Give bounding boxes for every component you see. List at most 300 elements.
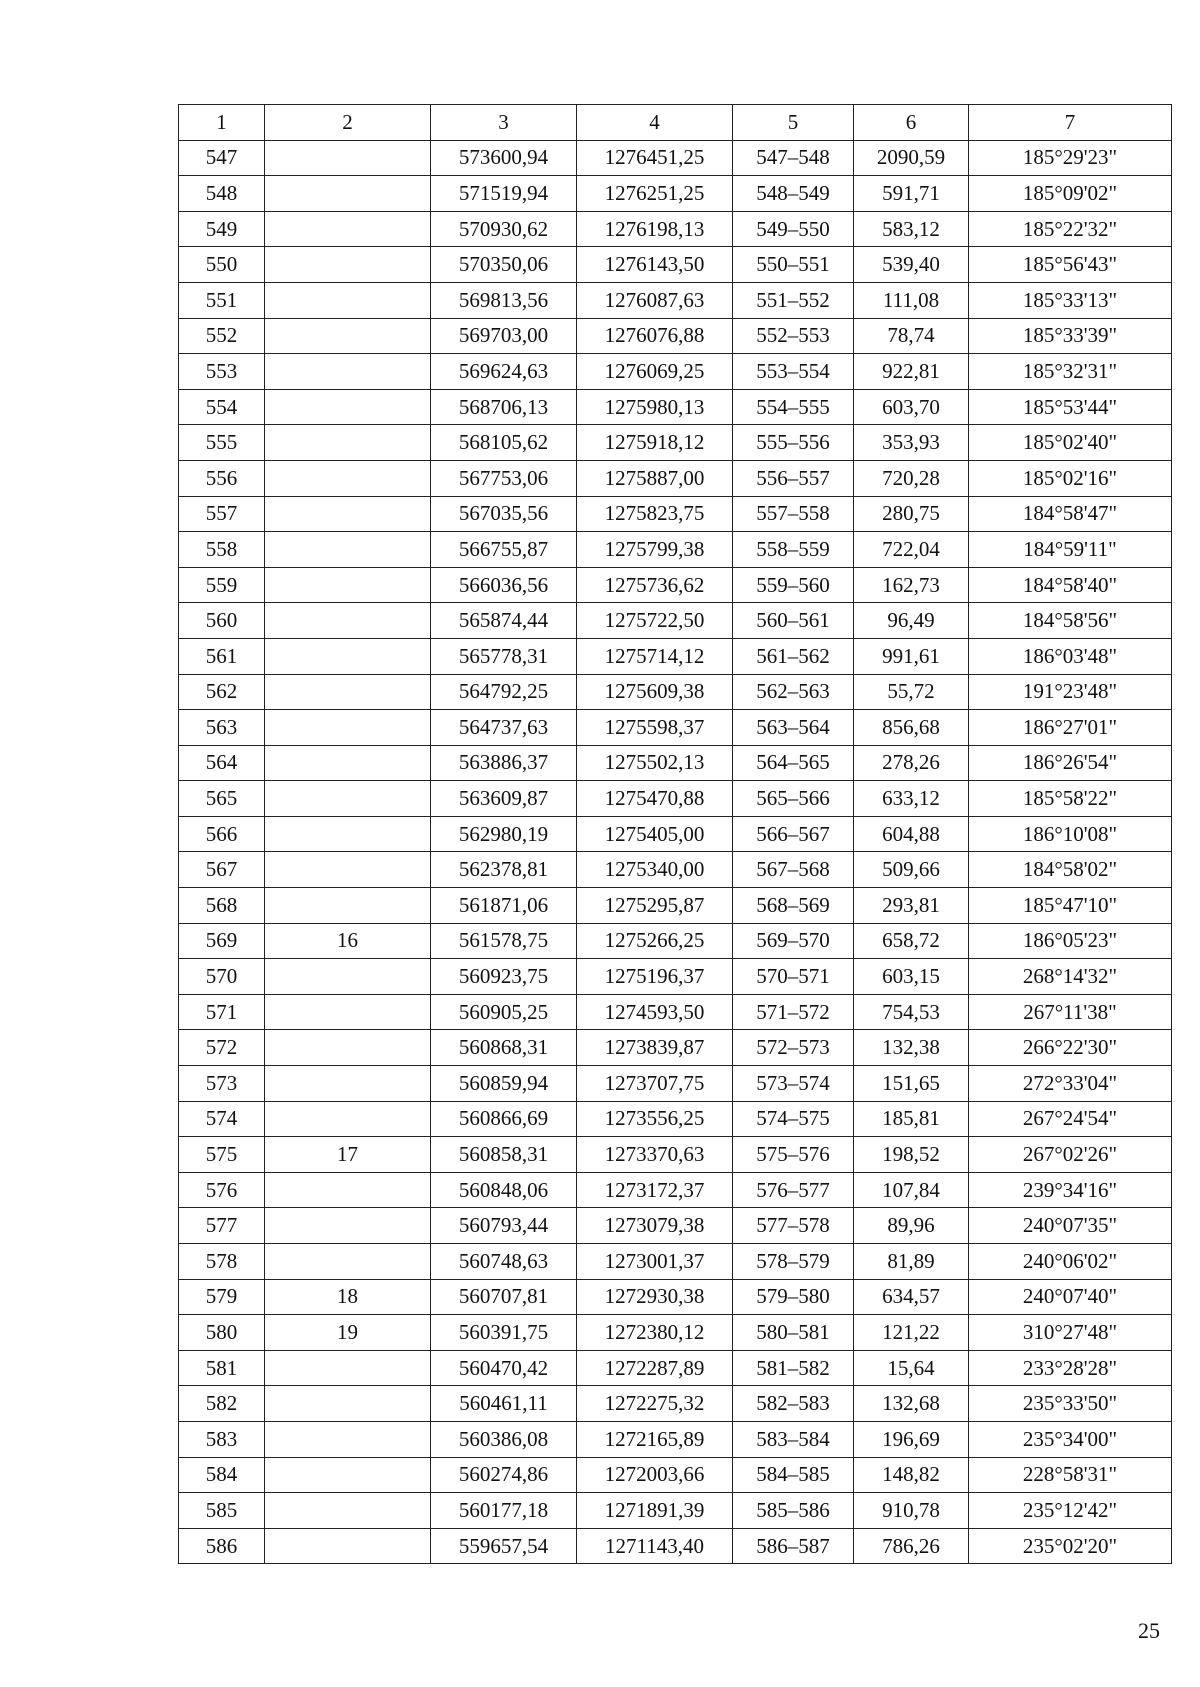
point-number-cell: 564 — [179, 745, 265, 781]
length-cell: 633,12 — [854, 781, 969, 817]
length-cell: 55,72 — [854, 674, 969, 710]
boundary-point-cell — [265, 211, 431, 247]
table-row — [179, 1208, 1172, 1244]
table-row — [179, 745, 1172, 781]
segment-cell: 579–580 — [733, 1279, 854, 1315]
x-coordinate-cell: 560391,75 — [431, 1315, 577, 1351]
table-row — [179, 888, 1172, 924]
y-coordinate-cell: 1271891,39 — [577, 1493, 733, 1529]
boundary-point-cell — [265, 781, 431, 817]
bearing-cell: 272°33'04" — [969, 1066, 1172, 1102]
length-cell: 111,08 — [854, 282, 969, 318]
segment-cell: 562–563 — [733, 674, 854, 710]
x-coordinate-cell: 560274,86 — [431, 1457, 577, 1493]
length-cell: 107,84 — [854, 1172, 969, 1208]
segment-cell: 559–560 — [733, 567, 854, 603]
segment-cell: 547–548 — [733, 140, 854, 176]
bearing-cell: 184°58'40" — [969, 567, 1172, 603]
table-row — [179, 389, 1172, 425]
point-number-cell: 557 — [179, 496, 265, 532]
table-row — [179, 425, 1172, 461]
segment-cell: 568–569 — [733, 888, 854, 924]
y-coordinate-cell: 1272930,38 — [577, 1279, 733, 1315]
bearing-cell: 184°58'56" — [969, 603, 1172, 639]
x-coordinate-cell: 560707,81 — [431, 1279, 577, 1315]
bearing-cell: 185°56'43" — [969, 247, 1172, 283]
table-row — [179, 282, 1172, 318]
segment-cell: 575–576 — [733, 1137, 854, 1173]
segment-cell: 548–549 — [733, 176, 854, 212]
segment-cell: 569–570 — [733, 923, 854, 959]
table-row — [179, 1101, 1172, 1137]
table-row — [179, 1030, 1172, 1066]
x-coordinate-cell: 560386,08 — [431, 1421, 577, 1457]
boundary-point-cell — [265, 140, 431, 176]
length-cell: 353,93 — [854, 425, 969, 461]
segment-cell: 565–566 — [733, 781, 854, 817]
bearing-cell: 266°22'30" — [969, 1030, 1172, 1066]
segment-cell: 578–579 — [733, 1244, 854, 1280]
x-coordinate-cell: 560868,31 — [431, 1030, 577, 1066]
length-cell: 722,04 — [854, 532, 969, 568]
boundary-point-cell — [265, 1030, 431, 1066]
y-coordinate-cell: 1275918,12 — [577, 425, 733, 461]
y-coordinate-cell: 1276198,13 — [577, 211, 733, 247]
length-cell: 922,81 — [854, 354, 969, 390]
page-number: 25 — [1138, 1618, 1160, 1643]
length-cell: 196,69 — [854, 1421, 969, 1457]
x-coordinate-cell: 560866,69 — [431, 1101, 577, 1137]
segment-cell: 554–555 — [733, 389, 854, 425]
table-row — [179, 1421, 1172, 1457]
table-row — [179, 816, 1172, 852]
table-row — [179, 532, 1172, 568]
bearing-cell: 186°10'08" — [969, 816, 1172, 852]
length-cell: 910,78 — [854, 1493, 969, 1529]
x-coordinate-cell: 560848,06 — [431, 1172, 577, 1208]
point-number-cell: 571 — [179, 994, 265, 1030]
segment-cell: 570–571 — [733, 959, 854, 995]
y-coordinate-cell: 1272275,32 — [577, 1386, 733, 1422]
segment-cell: 586–587 — [733, 1528, 854, 1564]
point-number-cell: 583 — [179, 1421, 265, 1457]
column-header-2: 2 — [265, 105, 431, 141]
coordinates-table — [178, 104, 1172, 1564]
boundary-point-cell — [265, 1457, 431, 1493]
x-coordinate-cell: 561871,06 — [431, 888, 577, 924]
bearing-cell: 267°24'54" — [969, 1101, 1172, 1137]
point-number-cell: 574 — [179, 1101, 265, 1137]
segment-cell: 558–559 — [733, 532, 854, 568]
boundary-point-cell — [265, 888, 431, 924]
x-coordinate-cell: 561578,75 — [431, 923, 577, 959]
bearing-cell: 228°58'31" — [969, 1457, 1172, 1493]
boundary-point-cell — [265, 994, 431, 1030]
y-coordinate-cell: 1273556,25 — [577, 1101, 733, 1137]
length-cell: 121,22 — [854, 1315, 969, 1351]
boundary-point-cell — [265, 638, 431, 674]
point-number-cell: 575 — [179, 1137, 265, 1173]
point-number-cell: 559 — [179, 567, 265, 603]
x-coordinate-cell: 560859,94 — [431, 1066, 577, 1102]
table-row — [179, 1528, 1172, 1564]
bearing-cell: 185°33'13" — [969, 282, 1172, 318]
segment-cell: 572–573 — [733, 1030, 854, 1066]
column-header-3: 3 — [431, 105, 577, 141]
bearing-cell: 184°58'47" — [969, 496, 1172, 532]
segment-cell: 563–564 — [733, 710, 854, 746]
table-row — [179, 354, 1172, 390]
y-coordinate-cell: 1275722,50 — [577, 603, 733, 639]
table-row — [179, 567, 1172, 603]
point-number-cell: 562 — [179, 674, 265, 710]
boundary-point-cell — [265, 674, 431, 710]
table-row — [179, 781, 1172, 817]
x-coordinate-cell: 568706,13 — [431, 389, 577, 425]
boundary-point-cell — [265, 496, 431, 532]
y-coordinate-cell: 1272165,89 — [577, 1421, 733, 1457]
length-cell: 185,81 — [854, 1101, 969, 1137]
point-number-cell: 548 — [179, 176, 265, 212]
x-coordinate-cell: 560858,31 — [431, 1137, 577, 1173]
point-number-cell: 552 — [179, 318, 265, 354]
y-coordinate-cell: 1273707,75 — [577, 1066, 733, 1102]
point-number-cell: 569 — [179, 923, 265, 959]
boundary-point-cell — [265, 959, 431, 995]
segment-cell: 566–567 — [733, 816, 854, 852]
point-number-cell: 584 — [179, 1457, 265, 1493]
bearing-cell: 267°11'38" — [969, 994, 1172, 1030]
y-coordinate-cell: 1275736,62 — [577, 567, 733, 603]
length-cell: 991,61 — [854, 638, 969, 674]
length-cell: 720,28 — [854, 460, 969, 496]
length-cell: 89,96 — [854, 1208, 969, 1244]
table-row — [179, 1315, 1172, 1351]
y-coordinate-cell: 1273370,63 — [577, 1137, 733, 1173]
y-coordinate-cell: 1275502,13 — [577, 745, 733, 781]
point-number-cell: 573 — [179, 1066, 265, 1102]
length-cell: 2090,59 — [854, 140, 969, 176]
x-coordinate-cell: 570350,06 — [431, 247, 577, 283]
point-number-cell: 555 — [179, 425, 265, 461]
point-number-cell: 586 — [179, 1528, 265, 1564]
bearing-cell: 186°03'48" — [969, 638, 1172, 674]
table-row — [179, 1066, 1172, 1102]
y-coordinate-cell: 1272380,12 — [577, 1315, 733, 1351]
boundary-point-cell — [265, 425, 431, 461]
boundary-point-cell — [265, 1421, 431, 1457]
y-coordinate-cell: 1274593,50 — [577, 994, 733, 1030]
point-number-cell: 581 — [179, 1350, 265, 1386]
y-coordinate-cell: 1276076,88 — [577, 318, 733, 354]
point-number-cell: 551 — [179, 282, 265, 318]
boundary-point-cell — [265, 567, 431, 603]
boundary-point-cell — [265, 1493, 431, 1529]
point-number-cell: 570 — [179, 959, 265, 995]
boundary-point-cell — [265, 745, 431, 781]
point-number-cell: 580 — [179, 1315, 265, 1351]
table-body — [179, 140, 1172, 1564]
boundary-point-cell — [265, 354, 431, 390]
point-number-cell: 566 — [179, 816, 265, 852]
bearing-cell: 186°05'23" — [969, 923, 1172, 959]
length-cell: 96,49 — [854, 603, 969, 639]
boundary-point-cell — [265, 282, 431, 318]
boundary-point-cell — [265, 318, 431, 354]
boundary-point-cell — [265, 1386, 431, 1422]
point-number-cell: 563 — [179, 710, 265, 746]
length-cell: 583,12 — [854, 211, 969, 247]
segment-cell: 560–561 — [733, 603, 854, 639]
x-coordinate-cell: 564737,63 — [431, 710, 577, 746]
y-coordinate-cell: 1276143,50 — [577, 247, 733, 283]
segment-cell: 576–577 — [733, 1172, 854, 1208]
bearing-cell: 185°47'10" — [969, 888, 1172, 924]
segment-cell: 571–572 — [733, 994, 854, 1030]
y-coordinate-cell: 1275980,13 — [577, 389, 733, 425]
point-number-cell: 553 — [179, 354, 265, 390]
y-coordinate-cell: 1275196,37 — [577, 959, 733, 995]
length-cell: 280,75 — [854, 496, 969, 532]
length-cell: 658,72 — [854, 923, 969, 959]
y-coordinate-cell: 1275609,38 — [577, 674, 733, 710]
segment-cell: 555–556 — [733, 425, 854, 461]
y-coordinate-cell: 1276451,25 — [577, 140, 733, 176]
bearing-cell: 186°27'01" — [969, 710, 1172, 746]
x-coordinate-cell: 560748,63 — [431, 1244, 577, 1280]
point-number-cell: 567 — [179, 852, 265, 888]
point-number-cell: 556 — [179, 460, 265, 496]
segment-cell: 564–565 — [733, 745, 854, 781]
boundary-point-cell — [265, 1528, 431, 1564]
x-coordinate-cell: 562980,19 — [431, 816, 577, 852]
point-number-cell: 550 — [179, 247, 265, 283]
y-coordinate-cell: 1276069,25 — [577, 354, 733, 390]
length-cell: 509,66 — [854, 852, 969, 888]
x-coordinate-cell: 569813,56 — [431, 282, 577, 318]
boundary-point-cell — [265, 1172, 431, 1208]
point-number-cell: 565 — [179, 781, 265, 817]
table-row — [179, 1386, 1172, 1422]
bearing-cell: 185°33'39" — [969, 318, 1172, 354]
bearing-cell: 185°29'23" — [969, 140, 1172, 176]
table-row — [179, 1244, 1172, 1280]
segment-cell: 551–552 — [733, 282, 854, 318]
bearing-cell: 235°34'00" — [969, 1421, 1172, 1457]
x-coordinate-cell: 566036,56 — [431, 567, 577, 603]
column-header-4: 4 — [577, 105, 733, 141]
point-number-cell: 579 — [179, 1279, 265, 1315]
bearing-cell: 235°02'20" — [969, 1528, 1172, 1564]
length-cell: 81,89 — [854, 1244, 969, 1280]
y-coordinate-cell: 1275266,25 — [577, 923, 733, 959]
length-cell: 603,15 — [854, 959, 969, 995]
length-cell: 15,64 — [854, 1350, 969, 1386]
bearing-cell: 310°27'48" — [969, 1315, 1172, 1351]
boundary-point-cell — [265, 710, 431, 746]
boundary-point-cell — [265, 1244, 431, 1280]
bearing-cell: 184°58'02" — [969, 852, 1172, 888]
point-number-cell: 560 — [179, 603, 265, 639]
bearing-cell: 240°06'02" — [969, 1244, 1172, 1280]
x-coordinate-cell: 568105,62 — [431, 425, 577, 461]
bearing-cell: 233°28'28" — [969, 1350, 1172, 1386]
boundary-point-cell — [265, 1208, 431, 1244]
boundary-point-cell — [265, 532, 431, 568]
y-coordinate-cell: 1273839,87 — [577, 1030, 733, 1066]
table-row — [179, 1279, 1172, 1315]
point-number-cell: 558 — [179, 532, 265, 568]
segment-cell: 583–584 — [733, 1421, 854, 1457]
point-number-cell: 577 — [179, 1208, 265, 1244]
bearing-cell: 185°02'16" — [969, 460, 1172, 496]
point-number-cell: 547 — [179, 140, 265, 176]
table-row — [179, 1137, 1172, 1173]
bearing-cell: 235°33'50" — [969, 1386, 1172, 1422]
length-cell: 591,71 — [854, 176, 969, 212]
point-number-cell: 568 — [179, 888, 265, 924]
boundary-point-cell: 17 — [265, 1137, 431, 1173]
y-coordinate-cell: 1275405,00 — [577, 816, 733, 852]
y-coordinate-cell: 1272287,89 — [577, 1350, 733, 1386]
x-coordinate-cell: 565778,31 — [431, 638, 577, 674]
segment-cell: 577–578 — [733, 1208, 854, 1244]
table-row — [179, 460, 1172, 496]
segment-cell: 550–551 — [733, 247, 854, 283]
x-coordinate-cell: 570930,62 — [431, 211, 577, 247]
table-row — [179, 852, 1172, 888]
length-cell: 293,81 — [854, 888, 969, 924]
x-coordinate-cell: 563886,37 — [431, 745, 577, 781]
segment-cell: 561–562 — [733, 638, 854, 674]
point-number-cell: 572 — [179, 1030, 265, 1066]
table-row — [179, 710, 1172, 746]
table-header — [179, 105, 1172, 141]
segment-cell: 573–574 — [733, 1066, 854, 1102]
x-coordinate-cell: 563609,87 — [431, 781, 577, 817]
point-number-cell: 561 — [179, 638, 265, 674]
table-row — [179, 1172, 1172, 1208]
y-coordinate-cell: 1273001,37 — [577, 1244, 733, 1280]
boundary-point-cell — [265, 816, 431, 852]
bearing-cell: 239°34'16" — [969, 1172, 1172, 1208]
bearing-cell: 184°59'11" — [969, 532, 1172, 568]
segment-cell: 581–582 — [733, 1350, 854, 1386]
x-coordinate-cell: 560177,18 — [431, 1493, 577, 1529]
segment-cell: 574–575 — [733, 1101, 854, 1137]
length-cell: 603,70 — [854, 389, 969, 425]
segment-cell: 557–558 — [733, 496, 854, 532]
segment-cell: 582–583 — [733, 1386, 854, 1422]
y-coordinate-cell: 1273079,38 — [577, 1208, 733, 1244]
y-coordinate-cell: 1276087,63 — [577, 282, 733, 318]
x-coordinate-cell: 565874,44 — [431, 603, 577, 639]
y-coordinate-cell: 1275714,12 — [577, 638, 733, 674]
y-coordinate-cell: 1275295,87 — [577, 888, 733, 924]
y-coordinate-cell: 1275470,88 — [577, 781, 733, 817]
y-coordinate-cell: 1275340,00 — [577, 852, 733, 888]
point-number-cell: 585 — [179, 1493, 265, 1529]
header-row — [179, 105, 1172, 141]
boundary-point-cell — [265, 247, 431, 283]
x-coordinate-cell: 560905,25 — [431, 994, 577, 1030]
boundary-point-cell — [265, 1350, 431, 1386]
segment-cell: 567–568 — [733, 852, 854, 888]
boundary-point-cell: 16 — [265, 923, 431, 959]
length-cell: 78,74 — [854, 318, 969, 354]
y-coordinate-cell: 1272003,66 — [577, 1457, 733, 1493]
table-row — [179, 923, 1172, 959]
length-cell: 754,53 — [854, 994, 969, 1030]
segment-cell: 580–581 — [733, 1315, 854, 1351]
length-cell: 604,88 — [854, 816, 969, 852]
table-row — [179, 674, 1172, 710]
x-coordinate-cell: 567753,06 — [431, 460, 577, 496]
length-cell: 162,73 — [854, 567, 969, 603]
y-coordinate-cell: 1271143,40 — [577, 1528, 733, 1564]
length-cell: 539,40 — [854, 247, 969, 283]
y-coordinate-cell: 1273172,37 — [577, 1172, 733, 1208]
length-cell: 786,26 — [854, 1528, 969, 1564]
boundary-point-cell: 19 — [265, 1315, 431, 1351]
table-row — [179, 318, 1172, 354]
x-coordinate-cell: 559657,54 — [431, 1528, 577, 1564]
table-row — [179, 176, 1172, 212]
length-cell: 148,82 — [854, 1457, 969, 1493]
length-cell: 634,57 — [854, 1279, 969, 1315]
y-coordinate-cell: 1275799,38 — [577, 532, 733, 568]
x-coordinate-cell: 560461,11 — [431, 1386, 577, 1422]
point-number-cell: 582 — [179, 1386, 265, 1422]
segment-cell: 549–550 — [733, 211, 854, 247]
table-row — [179, 1493, 1172, 1529]
bearing-cell: 267°02'26" — [969, 1137, 1172, 1173]
boundary-point-cell — [265, 603, 431, 639]
segment-cell: 556–557 — [733, 460, 854, 496]
table-row — [179, 496, 1172, 532]
table-row — [179, 603, 1172, 639]
segment-cell: 553–554 — [733, 354, 854, 390]
x-coordinate-cell: 567035,56 — [431, 496, 577, 532]
length-cell: 132,68 — [854, 1386, 969, 1422]
y-coordinate-cell: 1275887,00 — [577, 460, 733, 496]
x-coordinate-cell: 571519,94 — [431, 176, 577, 212]
segment-cell: 552–553 — [733, 318, 854, 354]
segment-cell: 585–586 — [733, 1493, 854, 1529]
column-header-6: 6 — [854, 105, 969, 141]
x-coordinate-cell: 562378,81 — [431, 852, 577, 888]
bearing-cell: 185°09'02" — [969, 176, 1172, 212]
bearing-cell: 191°23'48" — [969, 674, 1172, 710]
boundary-point-cell — [265, 389, 431, 425]
length-cell: 198,52 — [854, 1137, 969, 1173]
bearing-cell: 235°12'42" — [969, 1493, 1172, 1529]
x-coordinate-cell: 573600,94 — [431, 140, 577, 176]
length-cell: 856,68 — [854, 710, 969, 746]
x-coordinate-cell: 569624,63 — [431, 354, 577, 390]
bearing-cell: 185°53'44" — [969, 389, 1172, 425]
column-header-5: 5 — [733, 105, 854, 141]
table-row — [179, 994, 1172, 1030]
length-cell: 278,26 — [854, 745, 969, 781]
x-coordinate-cell: 566755,87 — [431, 532, 577, 568]
segment-cell: 584–585 — [733, 1457, 854, 1493]
table-row — [179, 638, 1172, 674]
table-row — [179, 140, 1172, 176]
boundary-point-cell — [265, 1101, 431, 1137]
column-header-1: 1 — [179, 105, 265, 141]
bearing-cell: 240°07'35" — [969, 1208, 1172, 1244]
